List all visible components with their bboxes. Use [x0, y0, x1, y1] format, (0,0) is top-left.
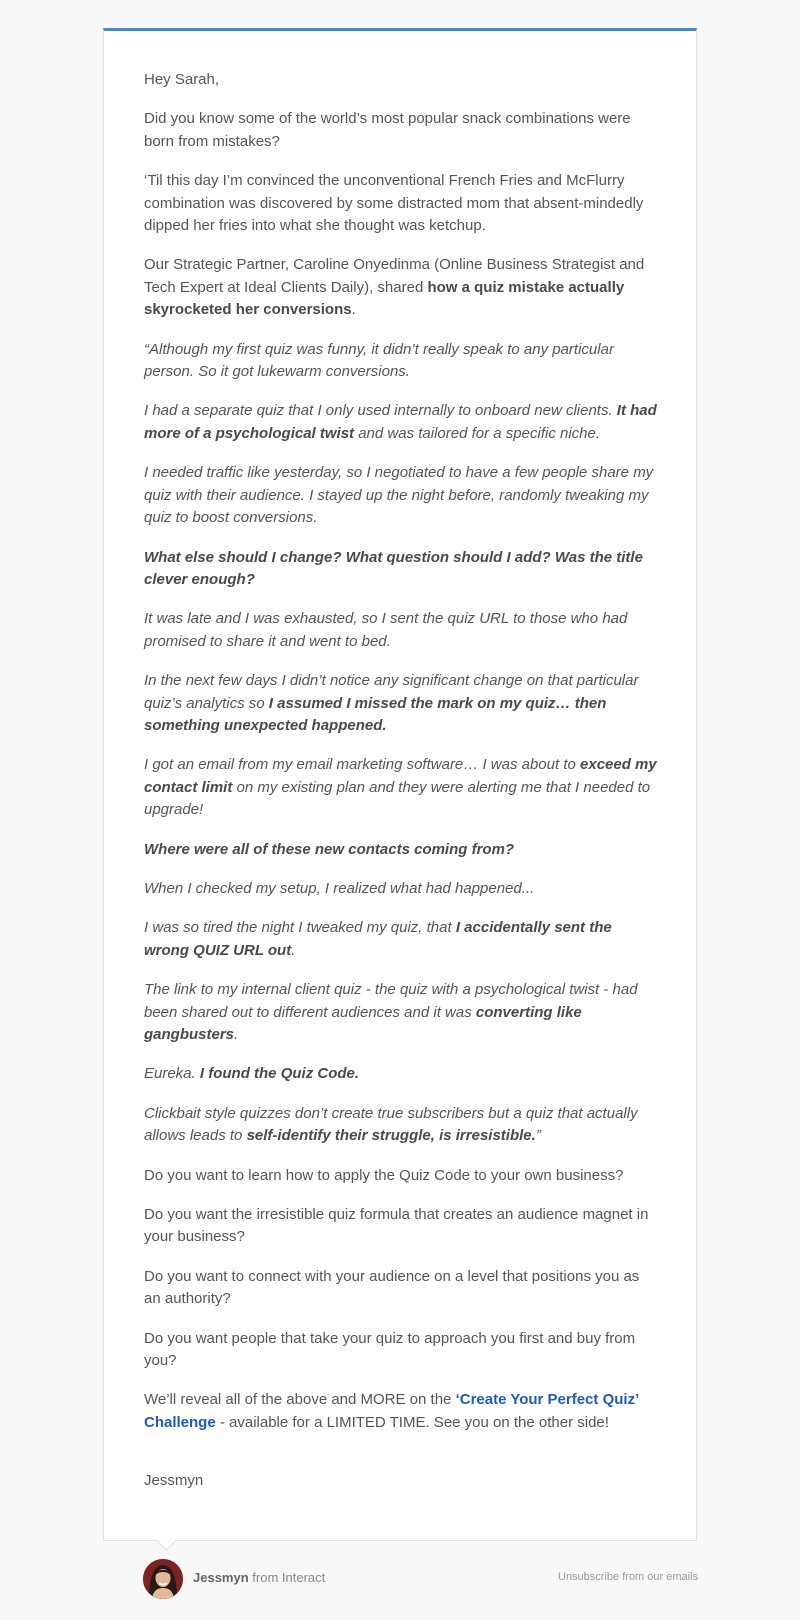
greeting: Hey Sarah, — [144, 71, 220, 88]
avatar — [143, 1559, 183, 1599]
email-card — [103, 28, 697, 1541]
quote-paragraph: What else should I change? What question should I add? Was the title clever enough? — [144, 548, 643, 588]
quote-paragraph: Where were all of these new contacts coming from? — [144, 840, 515, 858]
quote-paragraph: I got an email from my email marketing software… I was about to exceed my contact limit on my existing plan and they were alerting me that I needed to upgrade! — [144, 756, 657, 819]
question-paragraph: Do you want to learn how to apply the Quiz Code to your own business? — [144, 1166, 624, 1184]
paragraph: Our Strategic Partner, Caroline Onyedinma (Online Business Strategist and Tech Expert at Ideal Clients Daily), shared how a quiz mistake actually skyrocketed her conversions. — [144, 256, 645, 319]
unsubscribe-link[interactable]: Unsubscribe from our emails — [558, 1571, 698, 1583]
quote-paragraph: The link to my internal client quiz - the quiz with a psychological twist - had been shared out to different audiences and it was converting like gangbusters. — [144, 981, 638, 1043]
quote-paragraph: I had a separate quiz that I only used internally to onboard new clients. It had more of a psychological twist and was tailored for a specific niche. — [144, 402, 657, 442]
signature: Jessmyn — [144, 1472, 204, 1490]
quote-paragraph: Eureka. I found the Quiz Code. — [144, 1065, 360, 1083]
cta-paragraph: We’ll reveal all of the above and MORE on the ‘Create Your Perfect Quiz’ Challenge - available for a LIMITED TIME. See you on the other side! — [144, 1391, 639, 1431]
quote-paragraph: In the next few days I didn’t notice any significant change on that particular quiz’s analytics so I assumed I missed the mark on my quiz… then something unexpected happened. — [144, 672, 639, 734]
paragraph: Did you know some of the world’s most popular snack combinations were born from mistakes? — [144, 110, 631, 150]
quote-paragraph: Clickbait style quizzes don’t create true subscribers but a quiz that actually allows leads to self-identify their struggle, is irresistible.” — [144, 1104, 638, 1145]
sender-line: Jessmyn from Interact — [193, 1570, 326, 1585]
quote-paragraph: I needed traffic like yesterday, so I negotiated to have a few people share my quiz with their audience. I stayed up the night before, randomly tweaking my quiz to boost conversions. — [144, 464, 654, 527]
quote-paragraph: When I checked my setup, I realized what had happened... — [144, 879, 535, 897]
quote-paragraph: I was so tired the night I tweaked my quiz, that I accidentally sent the wrong QUIZ URL out. — [144, 919, 612, 959]
email-footer — [143, 1559, 698, 1599]
quote-paragraph: It was late and I was exhausted, so I sent the quiz URL to those who had promised to share it and went to bed. — [144, 610, 628, 650]
paragraph: ‘Til this day I’m convinced the unconventional French Fries and McFlurry combination was discovered by some distracted mom that absent-mindedly dipped her fries into what she thought was ketchup. — [144, 172, 644, 235]
challenge-link[interactable]: ‘Create Your Perfect Quiz’ Challenge — [144, 1391, 639, 1431]
quote-paragraph: “Although my first quiz was funny, it didn’t really speak to any particular person. So it got lukewarm conversions. — [144, 340, 614, 381]
question-paragraph: Do you want to connect with your audience on a level that positions you as an authority? — [144, 1267, 640, 1308]
email-body — [144, 69, 659, 1510]
question-paragraph: Do you want the irresistible quiz formula that creates an audience magnet in your business? — [144, 1206, 649, 1246]
question-paragraph: Do you want people that take your quiz to approach you first and buy from you? — [144, 1329, 636, 1370]
